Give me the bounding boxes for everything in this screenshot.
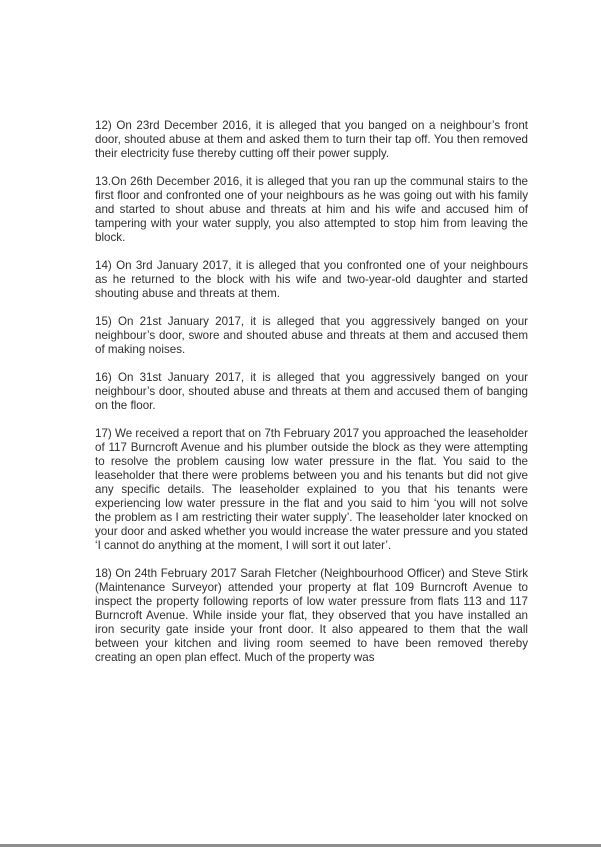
page-separator — [0, 844, 601, 847]
paragraph-16: 16) On 31st January 2017, it is alleged that you aggressively banged on your neighbour’s door, shouted abuse and threats at them and accused them of banging on the floor. — [95, 371, 528, 412]
paragraph-13: 13.On 26th December 2016, it is alleged that you ran up the communal stairs to the first floor and confronted one of your neighbours as he was going out with his family and started to shout abuse and threats at him and his wife and accused him of tampering with your water supply, you also attempted to stop him from leaving the block. — [95, 175, 528, 244]
paragraph-12: 12) On 23rd December 2016, it is alleged that you banged on a neighbour’s front door, shouted abuse at them and asked them to turn their tap off. You then removed their electricity fuse thereby cutting off their power supply. — [95, 119, 528, 160]
paragraph-18: 18) On 24th February 2017 Sarah Fletcher (Neighbourhood Officer) and Steve Stirk (Maintenance Surveyor) attended your property at flat 109 Burncroft Avenue to inspect the property following reports of low water pressure from flats 113 and 117 Burncroft Avenue. While inside your flat, they observed that you have installed an iron security gate inside your front door. It also appeared to them that the wall between your kitchen and living room seemed to have been removed thereby creating an open plan effect. Much of the property was — [95, 567, 528, 664]
document-body — [95, 119, 528, 679]
paragraph-15: 15) On 21st January 2017, it is alleged that you aggressively banged on your neighbour’s door, swore and shouted abuse and threats at them and accused them of making noises. — [95, 315, 528, 356]
paragraph-17: 17) We received a report that on 7th February 2017 you approached the leaseholder of 117 Burncroft Avenue and his plumber outside the block as they were attempting to resolve the problem causing low water pressure in the flat. You said to the leaseholder that there were problems between you and his tenants but did not give any specific details. The leaseholder explained to you that his tenants were experiencing low water pressure in the flat and you said to him ‘you will not solve the problem as I am restricting their water supply’. The leaseholder later knocked on your door and asked whether you would increase the water pressure and you stated ‘I cannot do anything at the moment, I will sort it out later’. — [95, 427, 528, 552]
paragraph-14: 14) On 3rd January 2017, it is alleged that you confronted one of your neighbours as he returned to the block with his wife and two-year-old daughter and started shouting abuse and threats at them. — [95, 259, 528, 300]
